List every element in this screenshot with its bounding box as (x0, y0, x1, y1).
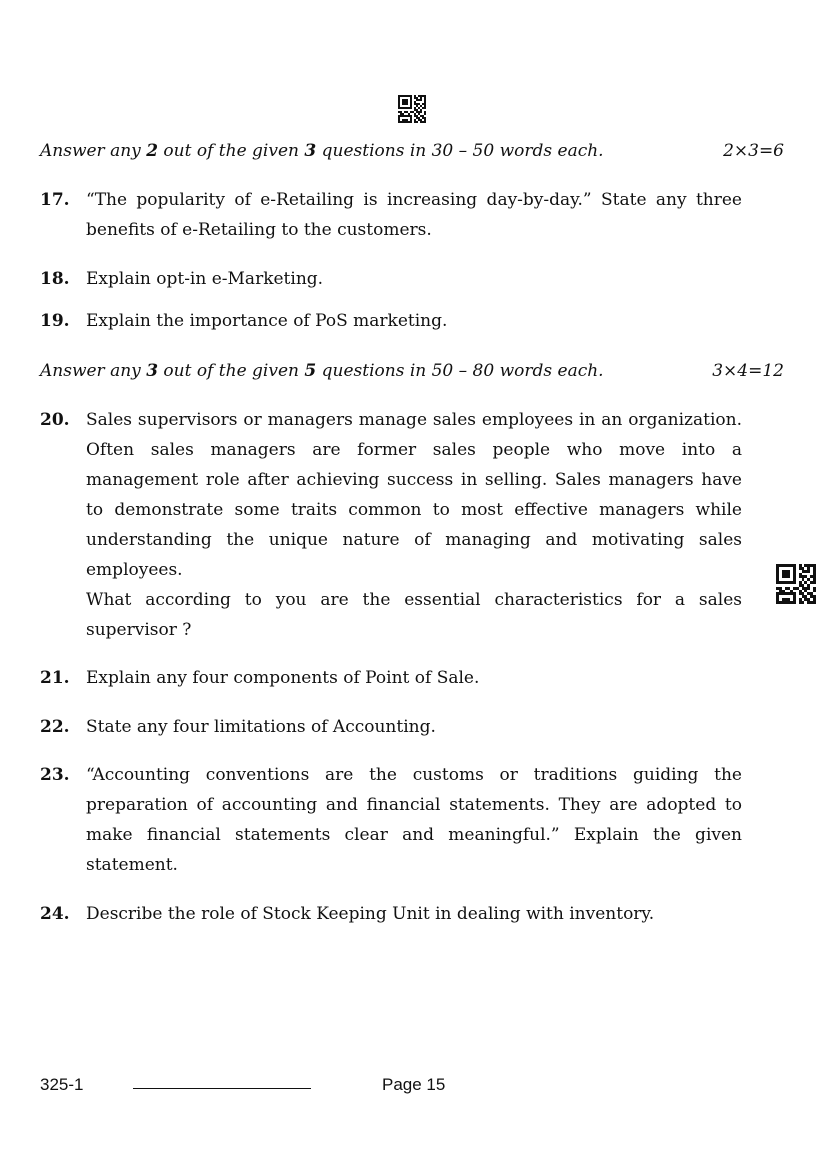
question-18 (40, 264, 742, 294)
question-21 (40, 663, 742, 693)
question-22 (40, 712, 742, 742)
question-paragraph: Describe the role of Stock Keeping Unit in dealing with inventory. (86, 904, 655, 924)
instruction-pre: Answer any (40, 141, 147, 161)
question-20 (40, 405, 742, 645)
page-footer (40, 1075, 540, 1101)
question-paragraph: “The popularity of e-Retailing is increasing day-by-day.” State any three benefits of e-Retailing to the customers. (86, 190, 742, 240)
question-text (86, 264, 742, 294)
question-paragraph: Explain the importance of PoS marketing. (86, 311, 448, 331)
question-paragraph: What according to you are the essential characteristics for a sales supervisor ? (86, 590, 742, 640)
question-paragraph: “Accounting conventions are the customs or traditions guiding the preparation of accounting and financial statements. They are adopted to make financial statements clear and meaningful.” Explain the given statement. (86, 765, 742, 875)
instruction-mid: out of the given (158, 141, 305, 161)
footer-rule (133, 1088, 311, 1089)
question-number: 24. (40, 904, 70, 924)
qr-code-top (398, 95, 426, 123)
question-number: 23. (40, 765, 70, 785)
question-17 (40, 185, 742, 245)
question-text (86, 306, 742, 336)
page-number: Page 15 (382, 1075, 446, 1094)
question-text (86, 185, 742, 245)
question-number: 21. (40, 668, 70, 688)
question-paragraph: State any four limitations of Accounting. (86, 717, 436, 737)
instruction-count: 3 (146, 361, 159, 381)
paper-code: 325-1 (40, 1075, 84, 1094)
question-paragraph: Sales supervisors or managers manage sales employees in an organization. Often sales managers are former sales people who move into a management role after achieving success in selling. Sales managers have to demonstrate some traits common to most effective managers while understanding the unique nature of managing and motivating sales employees. (86, 410, 742, 580)
instruction-post: questions in 50 – 80 words each. (316, 361, 604, 381)
question-number: 19. (40, 311, 70, 331)
question-number: 20. (40, 410, 70, 430)
instruction-total: 3 (304, 141, 317, 161)
instruction-count: 2 (146, 141, 159, 161)
question-paragraph: Explain opt-in e-Marketing. (86, 269, 324, 289)
question-number: 18. (40, 269, 70, 289)
question-text (86, 405, 742, 645)
question-text (86, 899, 742, 929)
section-instruction (40, 360, 784, 382)
question-text (86, 760, 742, 880)
question-19 (40, 306, 742, 336)
question-text (86, 712, 742, 742)
instruction-total: 5 (304, 361, 317, 381)
question-23 (40, 760, 742, 880)
question-paragraph: Explain any four components of Point of Sale. (86, 668, 480, 688)
section-instruction (40, 140, 784, 162)
instruction-post: questions in 30 – 50 words each. (316, 141, 604, 161)
instruction-pre: Answer any (40, 361, 147, 381)
question-number: 22. (40, 717, 70, 737)
section-marks: 3×4=12 (712, 361, 784, 381)
section-marks: 2×3=6 (723, 141, 784, 161)
question-text (86, 663, 742, 693)
question-number: 17. (40, 190, 70, 210)
qr-code-side (776, 564, 816, 604)
question-24 (40, 899, 742, 929)
instruction-mid: out of the given (158, 361, 305, 381)
